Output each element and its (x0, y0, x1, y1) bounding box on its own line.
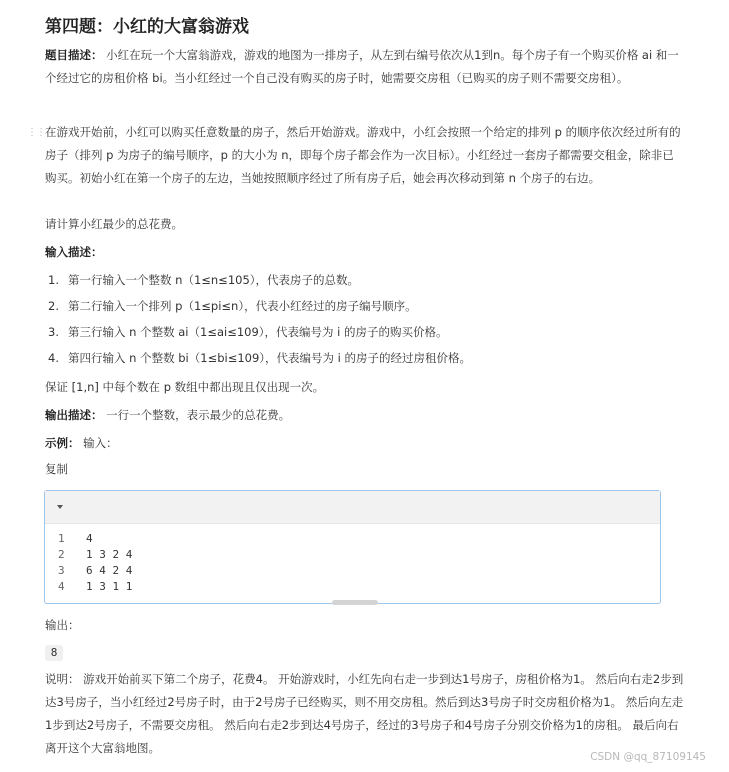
example-header (45, 432, 685, 455)
input-desc-label: 输入描述： (45, 245, 103, 259)
output-desc-text: 一行一个整数，表示最少的总花费。 (106, 408, 291, 422)
list-item: 2. 第二行输入一个排列 p（1≤pi≤n），代表小红经过的房子编号顺序。 (48, 299, 417, 313)
guarantee-text: 保证 [1,n] 中每个数在 p 数组中都出现且仅出现一次。 (45, 380, 325, 394)
description-text: 小红在玩一个大富翁游戏，游戏的地图为一排房子，从左到右编号依次从1到n。每个房子有一个购买价格 ai 和一个经过它的房租价格 bi。当小红经过一个自己没有购买的房子时，她需要交房租（已购买的房子则不需要交房租）。 (45, 48, 679, 85)
explanation-text: 游戏开始前买下第二个房子，花费4。 开始游戏时，小红先向右走一步到达1号房子，房租价格为1。 然后向右走2步到达3号房子，当小红经过2号房子时，由于2号房子已经购买，则不用交房租。然后到达3号房子时交房租价格为1。 然后向左走1步到达2号房子，不需要交房租。 然后向右走2步到达4号房子，经过的3号房子和4号房子分别交价格为1的房租。 最后向右离开这个大富翁地图。 (45, 672, 684, 755)
output-label: 输出： (45, 618, 80, 632)
game-rules-paragraph: 在游戏开始前，小红可以购买任意数量的房子，然后开始游戏。游戏中，小红会按照一个给定的排列 p 的顺序依次经过所有的房子（排列 p 为房子的编号顺序，p 的大小为 n，即每个房子都会作为一次目标）。小红经过一套房子都需要交租金，除非已购买。初始小红在第一个房子的左边，当她按照顺序经过了所有房子后，她会再次移动到第 n 个房子的右边。 (45, 125, 681, 185)
output-description (45, 404, 685, 427)
collapse-caret-icon[interactable] (57, 505, 63, 509)
description-label: 题目描述： (45, 48, 103, 62)
code-block (44, 490, 661, 604)
resize-handle[interactable] (332, 600, 378, 605)
page-title: 第四题：小红的大富翁游戏 (45, 17, 249, 37)
output-value: 8 (45, 645, 63, 661)
drag-handle-icon[interactable]: ⋮⋮ (27, 127, 45, 138)
code-line: 1 4 (58, 532, 93, 545)
list-item: 3. 第三行输入 n 个整数 ai（1≤ai≤109），代表编号为 i 的房子的购买价格。 (48, 325, 448, 339)
input-desc-list (48, 267, 688, 371)
example-label: 示例： (45, 436, 80, 450)
explanation-label: 说明： (45, 672, 80, 686)
code-block-header (45, 491, 660, 524)
code-line: 2 1 3 2 4 (58, 548, 133, 561)
output-desc-label: 输出描述： (45, 408, 103, 422)
list-item: 1. 第一行输入一个整数 n（1≤n≤105），代表房子的总数。 (48, 273, 360, 287)
explanation (45, 668, 685, 760)
code-line: 4 1 3 1 1 (58, 580, 133, 593)
copy-button[interactable]: 复制 (45, 462, 68, 476)
question-text: 请计算小红最少的总花费。 (45, 217, 183, 231)
example-input-label: 输入： (83, 436, 118, 450)
code-content[interactable] (45, 524, 660, 595)
code-line: 3 6 4 2 4 (58, 564, 133, 577)
list-item: 4. 第四行输入 n 个整数 bi（1≤bi≤109），代表编号为 i 的房子的经过房租价格。 (48, 351, 472, 365)
problem-description (45, 44, 685, 90)
watermark: CSDN @qq_87109145 (590, 751, 706, 763)
